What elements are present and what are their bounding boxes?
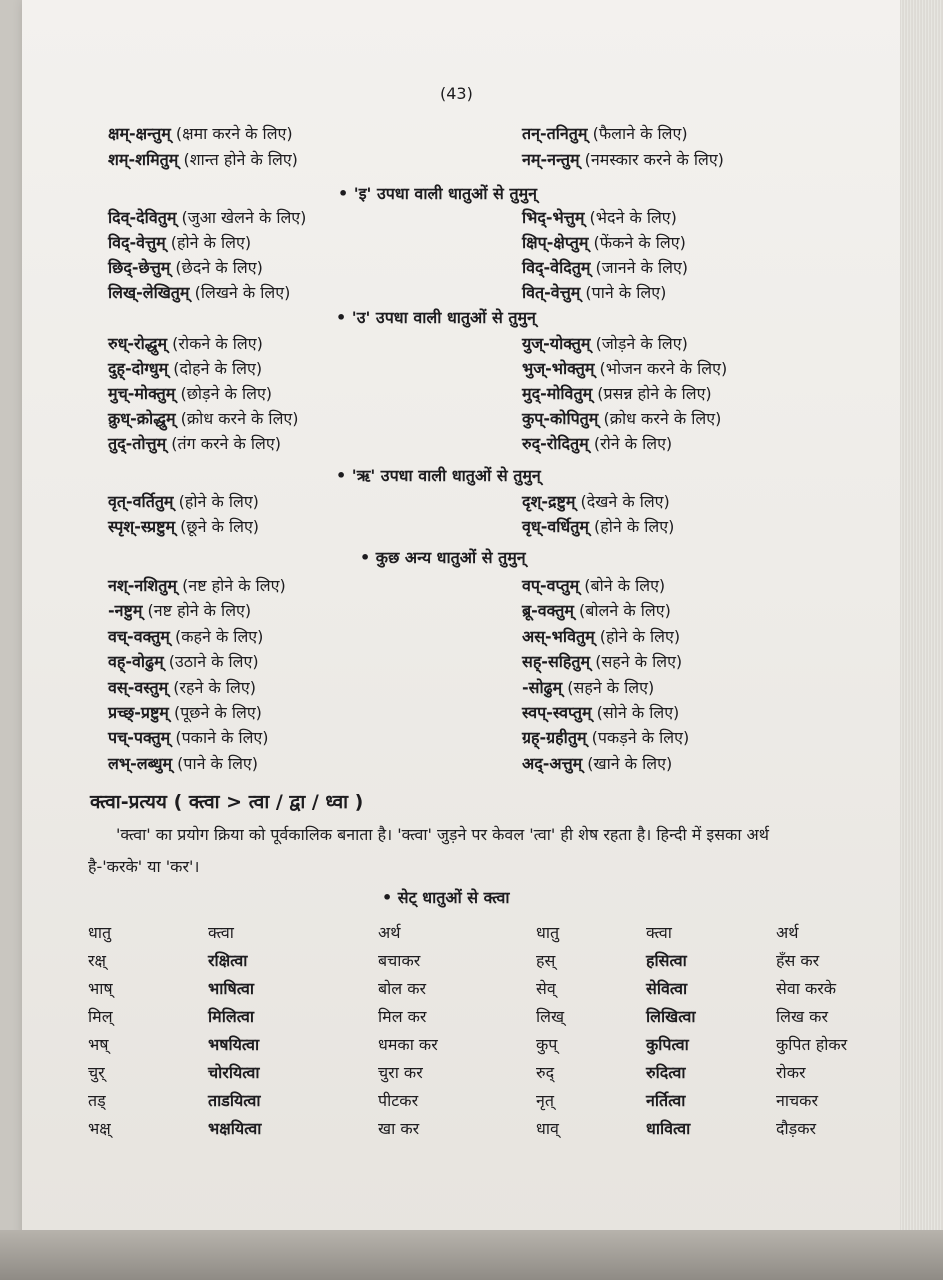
meaning-text: (क्रोध करने के लिए) [598,409,722,428]
table-cell: हँस कर [776,951,820,970]
dhatu-form: भिद्-भेत्तुम् [522,208,585,227]
tumun-entry [522,726,689,748]
dhatu-form: प्रच्छ्-प्रष्टुम् [108,703,169,722]
table-cell: रुद् [536,1063,555,1082]
meaning-text: (फेंकने के लिए) [588,233,686,252]
table-cell: रोकर [776,1063,806,1082]
table-cell: हस् [536,951,556,970]
ktva-para-line2: है-'करके' या 'कर'। [88,857,200,876]
table-row [88,1002,886,1030]
table-cell: चुर् [88,1063,105,1082]
table-cell: नाचकर [776,1091,819,1110]
dhatu-form: -सोढुम् [522,677,563,697]
meaning-text: (तंग करने के लिए) [166,434,281,453]
section-heading-ri: • 'ऋ' उपधा वाली धातुओं से तुमुन् [336,466,541,485]
dhatu-form: क्षम्-क्षन्तुम् [108,124,171,143]
table-cell: रक्षित्वा [208,951,248,970]
dhatu-form: वृत्-वर्तितुम् [108,492,174,511]
table-cell: मिल कर [378,1007,427,1026]
dhatu-form: तन्-तनितुम् [522,124,588,143]
tumun-entry [522,357,727,379]
table-cell: कुप् [536,1035,558,1054]
meaning-text: (रोकने के लिए) [167,334,263,353]
meaning-text: (पाने के लिए) [580,283,667,302]
dhatu-form: अद्-अत्तुम् [522,753,583,773]
meaning-text: (देखने के लिए) [575,492,670,511]
dhatu-form: ब्रू-वक्तुम् [522,601,574,621]
table-header-cell: क्त्वा [208,923,234,942]
table-cell: दौड़कर [776,1119,817,1138]
meaning-text: (पकाने के लिए) [170,728,269,748]
dhatu-form: अस्-भवितुम् [522,626,595,646]
meaning-text: (दोहने के लिए) [168,359,263,378]
dhatu-form: कुप्-कोपितुम् [522,409,599,428]
meaning-text: (पूछने के लिए) [168,703,262,722]
tumun-entry [108,490,259,512]
tumun-entry [522,231,686,253]
dhatu-form: लिख्-लेखितुम् [108,283,190,302]
ktva-paragraph-2 [88,852,878,882]
tumun-entry [108,382,272,404]
meaning-text: (छोड़ने के लिए) [175,384,273,403]
table-cell: लिख कर [776,1007,828,1026]
table-row [88,1030,886,1058]
tumun-entry [522,206,677,228]
meaning-text: (जोड़ने के लिए) [590,334,688,353]
dhatu-form: दृश्-द्रष्टुम् [522,492,576,511]
meaning-text: (रोने के लिए) [588,434,673,453]
tumun-entry [108,231,251,253]
tumun-entry [522,122,688,144]
tumun-entry [108,407,299,429]
page-number: (43) [440,84,473,103]
dhatu-form: ग्रह्-ग्रहीतुम् [522,728,587,748]
table-header-cell: अर्थ [776,923,799,942]
dhatu-form: वित्-वेत्तुम् [522,283,581,302]
dhatu-form: वह्-वोढुम् [108,652,164,672]
tumun-entry [108,752,258,774]
table-cell: पीटकर [378,1091,419,1110]
meaning-text: (उठाने के लिए) [163,652,259,672]
tumun-entry [522,407,721,429]
dhatu-form: शम्-शमितुम् [108,150,179,169]
table-cell: ताडयित्वा [208,1091,261,1110]
dhatu-form: वप्-वप्तुम् [522,576,580,595]
page-bottom-shadow [0,1230,943,1280]
table-header-cell: अर्थ [378,923,401,942]
table-cell: लिख् [536,1007,565,1026]
table-cell: भक्षयित्वा [208,1119,262,1138]
dhatu-form: दिव्-देवितुम् [108,208,177,227]
tumun-entry [522,490,670,512]
table-cell: सेवित्वा [646,979,688,998]
tumun-entry [108,726,269,748]
meaning-text: (प्रसन्न होने के लिए) [592,384,712,403]
meaning-text: (पाने के लिए) [172,753,259,773]
table-header-cell: क्त्वा [646,923,672,942]
tumun-entry [108,701,262,723]
table-cell: मिलित्वा [208,1007,254,1026]
table-cell: बोल कर [378,979,427,998]
dhatu-form: लभ्-लब्धुम् [108,753,173,773]
dhatu-form: भुज्-भोक्तुम् [522,359,595,378]
tumun-entry [522,148,724,170]
dhatu-form: पच्-पक्तुम् [108,728,171,748]
tumun-entry [522,625,680,647]
table-cell: सेवा करके [776,979,837,998]
tumun-entry [522,752,672,774]
meaning-text: (क्षमा करने के लिए) [170,124,293,143]
ktva-table [88,918,886,1142]
table-cell: नृत् [536,1091,555,1110]
meaning-text: (होने के लिए) [594,626,681,646]
table-cell: चुरा कर [378,1063,423,1082]
meaning-text: (फैलाने के लिए) [587,124,688,143]
table-cell: खा कर [378,1119,420,1138]
ktva-title: क्त्वा-प्रत्यय ( क्त्वा > त्वा / द्वा / ध्वा ) [90,791,364,813]
ktva-para-line1: 'क्त्वा' का प्रयोग क्रिया को पूर्वकालिक बनाता है। 'क्त्वा' जुड़ने पर केवल 'त्वा' ही शेष रहता है। हिन्दी में इसका अर्थ [116,825,769,844]
table-header-row [88,918,886,946]
meaning-text: (नमस्कार करने के लिए) [579,150,724,169]
meaning-text: (नष्ट होने के लिए) [177,576,286,595]
page-edge [900,0,943,1280]
section-heading-other: • कुछ अन्य धातुओं से तुमुन् [360,548,526,567]
dhatu-form: नश्-नशितुम् [108,576,177,595]
tumun-entry [108,625,263,647]
dhatu-form: नम्-नन्तुम् [522,150,580,169]
meaning-text: (छूने के लिए) [175,517,260,536]
dhatu-form: मुद्-मोवितुम् [522,384,593,403]
table-cell: बचाकर [378,951,421,970]
table-cell: मिल् [88,1007,113,1026]
tumun-entry [108,332,263,354]
table-cell: कुपित होकर [776,1035,848,1054]
dhatu-form: विद्-वेत्तुम् [108,233,166,252]
meaning-text: (होने के लिए) [165,233,252,252]
meaning-text: (नष्ट होने के लिए) [142,601,252,621]
tumun-entry [108,206,306,228]
table-cell: भाष् [88,979,113,998]
tumun-entry [108,148,298,170]
meaning-text: (बोलने के लिए) [573,601,671,621]
dhatu-form: मुच्-मोक्तुम् [108,384,176,403]
table-cell: धावित्वा [646,1119,691,1138]
dhatu-form: युज्-योक्तुम् [522,334,591,353]
table-row [88,974,886,1002]
meaning-text: (क्रोध करने के लिए) [175,409,299,428]
dhatu-form: क्षिप्-क्षेप्तुम् [522,233,589,252]
tumun-entry [108,676,256,698]
dhatu-form: स्पृश्-स्प्रष्टुम् [108,517,176,536]
tumun-entry [108,281,290,303]
table-cell: रक्ष् [88,951,107,970]
meaning-text: (जुआ खेलने के लिए) [176,208,307,227]
table-cell: भषयित्वा [208,1035,260,1054]
dhatu-form: दुह्-दोग्धुम् [108,359,169,378]
table-cell: कुपित्वा [646,1035,689,1054]
tumun-entry [522,574,665,596]
table-row [88,1058,886,1086]
table-cell: हसित्वा [646,951,687,970]
dhatu-form: क्रुध्-क्रोद्धुम् [108,409,176,428]
dhatu-form: वृध्-वर्धितुम् [522,517,589,536]
table-cell: तड् [88,1091,106,1110]
tumun-entry [522,332,688,354]
tumun-entry [108,574,286,596]
dhatu-form: वच्-वक्तुम् [108,626,170,646]
meaning-text: (सोने के लिए) [591,703,680,722]
tumun-entry [522,599,671,621]
meaning-text: (लिखने के लिए) [189,283,291,302]
meaning-text: (शान्त होने के लिए) [178,150,298,169]
tumun-entry [522,650,682,672]
table-header-cell: धातु [536,923,560,942]
table-cell: धमका कर [378,1035,438,1054]
table-cell: भाषित्वा [208,979,255,998]
dhatu-form: तुद्-तोत्तुम् [108,434,167,453]
meaning-text: (भेदने के लिए) [584,208,677,227]
meaning-text: (होने के लिए) [588,517,675,536]
meaning-text: (रहने के लिए) [168,677,256,697]
meaning-text: (होने के लिए) [173,492,259,511]
meaning-text: (छेदने के लिए) [170,258,263,277]
tumun-entry [108,599,251,621]
meaning-text: (कहने के लिए) [169,626,264,646]
dhatu-form: सह्-सहितुम् [522,652,591,672]
section-heading-i: • 'इ' उपधा वाली धातुओं से तुमुन् [338,184,538,203]
tumun-entry [108,256,263,278]
tumun-entry [108,515,259,537]
dhatu-form: छिद्-छेत्तुम् [108,258,171,277]
ktva-paragraph [88,820,878,850]
table-cell: सेव् [536,979,556,998]
tumun-entry [108,122,293,144]
table-cell: धाव् [536,1119,559,1138]
dhatu-form: स्वप्-स्वप्तुम् [522,703,592,722]
tumun-entry [108,650,259,672]
tumun-entry [522,676,654,698]
meaning-text: (जानने के लिए) [590,258,689,277]
dhatu-form: -नष्टुम् [108,601,143,621]
dhatu-form: रुद्-रोदितुम् [522,434,589,453]
dhatu-form: विद्-वेदितुम् [522,258,591,277]
table-cell: चोरयित्वा [208,1063,260,1082]
table-cell: भष् [88,1035,109,1054]
tumun-entry [522,281,666,303]
tumun-entry [108,357,262,379]
table-cell: लिखित्वा [646,1007,696,1026]
meaning-text: (खाने के लिए) [582,753,673,773]
table-cell: रुदित्वा [646,1063,686,1082]
ktva-subheading: • सेट् धातुओं से क्त्वा [382,888,510,907]
table-row [88,1114,886,1142]
table-row [88,946,886,974]
table-header-cell: धातु [88,923,112,942]
meaning-text: (सहने के लिए) [562,677,655,697]
tumun-entry [522,382,712,404]
tumun-entry [522,515,674,537]
tumun-entry [522,256,688,278]
meaning-text: (बोने के लिए) [579,576,666,595]
dhatu-form: वस्-वस्तुम् [108,677,169,697]
dhatu-form: रुध्-रोद्धुम् [108,334,168,353]
meaning-text: (भोजन करने के लिए) [594,359,728,378]
meaning-text: (पकड़ने के लिए) [586,728,690,748]
section-heading-u: • 'उ' उपधा वाली धातुओं से तुमुन् [336,308,536,327]
table-cell: भक्ष् [88,1119,111,1138]
tumun-entry [522,701,679,723]
table-row [88,1086,886,1114]
tumun-entry [108,432,281,454]
tumun-entry [522,432,672,454]
meaning-text: (सहने के लिए) [590,652,683,672]
table-cell: नर्तित्वा [646,1091,686,1110]
